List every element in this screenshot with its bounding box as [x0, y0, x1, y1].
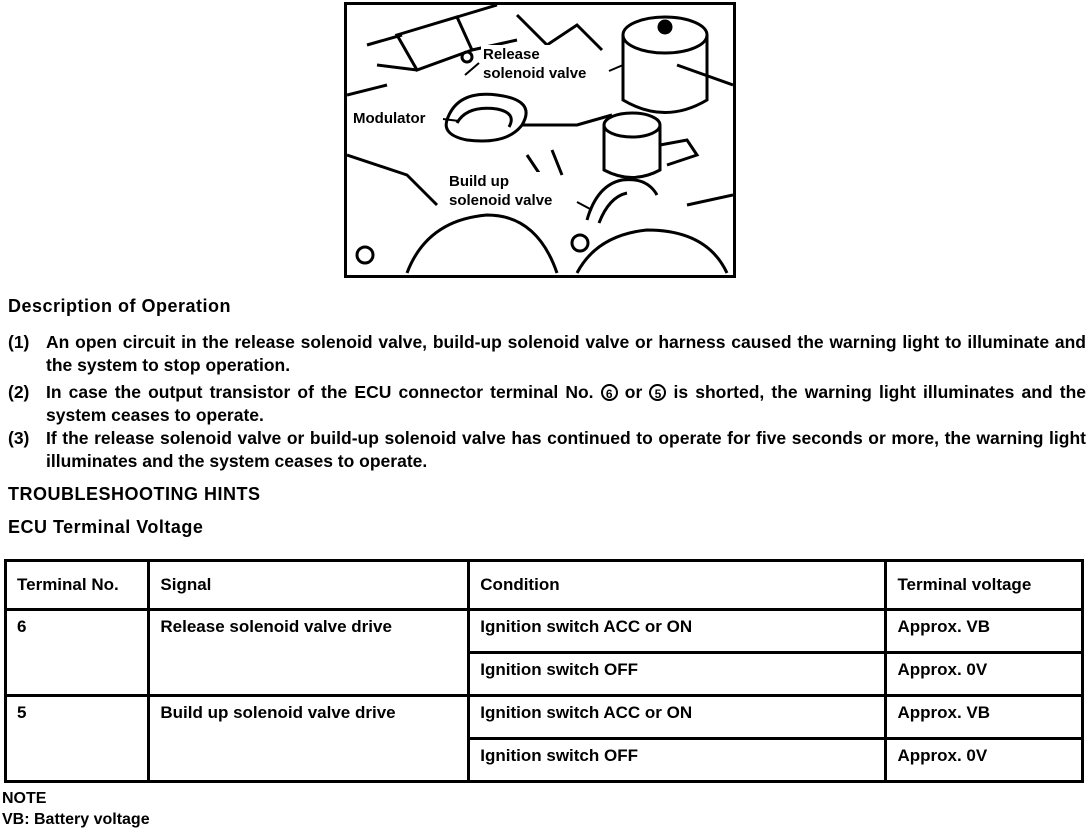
item-number: (2)	[8, 382, 30, 402]
item-number: (1)	[8, 332, 30, 352]
voltage-cell: Approx. VB	[886, 610, 1083, 653]
troubleshooting-heading: TROUBLESHOOTING HINTS	[8, 484, 261, 504]
description-list	[8, 331, 1086, 473]
note-text: VB: Battery voltage	[2, 811, 150, 828]
item-text-part: In case the output transistor of the ECU connector terminal No.	[46, 382, 594, 402]
terminal-5-circled: 5	[649, 384, 666, 401]
description-item-2	[8, 381, 1086, 427]
table-header-row	[6, 561, 1083, 610]
release-solenoid-valve-label: Release solenoid valve	[483, 46, 587, 82]
item-text	[46, 381, 1086, 427]
description-item-1	[8, 331, 1086, 377]
table-row	[6, 610, 1083, 653]
signal-cell: Build up solenoid valve drive	[149, 696, 469, 782]
component-location-figure	[344, 2, 736, 278]
voltage-cell: Approx. 0V	[886, 739, 1083, 782]
modulator-label: Modulator	[353, 110, 426, 127]
description-heading: Description of Operation	[8, 296, 232, 316]
terminal-cell: 6	[6, 610, 149, 696]
table-row	[6, 696, 1083, 739]
item-text: If the release solenoid valve or build-up solenoid valve has continued to operate for five seconds or more, the warning light illuminates and the system ceases to operate.	[46, 428, 1086, 471]
signal-cell: Release solenoid valve drive	[149, 610, 469, 696]
condition-cell: Ignition switch ACC or ON	[469, 610, 886, 653]
column-header-condition: Condition	[469, 561, 886, 610]
voltage-cell: Approx. VB	[886, 696, 1083, 739]
item-text: An open circuit in the release solenoid valve, build-up solenoid valve or harness caused the warning light to illuminate and the system to stop operation.	[46, 332, 1086, 375]
terminal-6-circled: 6	[601, 384, 618, 401]
condition-cell: Ignition switch OFF	[469, 739, 886, 782]
item-text-part: is shorted, the warning light illuminates and the system ceases to operate.	[46, 382, 1086, 425]
item-text-part: or	[624, 382, 643, 402]
ecu-terminal-voltage-heading: ECU Terminal Voltage	[8, 517, 204, 537]
note-title: NOTE	[2, 790, 47, 807]
condition-cell: Ignition switch OFF	[469, 653, 886, 696]
build-up-solenoid-valve-label: Build up solenoid valve	[449, 173, 553, 209]
voltage-cell: Approx. 0V	[886, 653, 1083, 696]
column-header-voltage: Terminal voltage	[886, 561, 1083, 610]
item-number: (3)	[8, 428, 30, 448]
ecu-terminal-voltage-table	[4, 559, 1084, 783]
terminal-cell: 5	[6, 696, 149, 782]
column-header-signal: Signal	[149, 561, 469, 610]
description-item-3	[8, 427, 1086, 473]
condition-cell: Ignition switch ACC or ON	[469, 696, 886, 739]
column-header-terminal: Terminal No.	[6, 561, 149, 610]
